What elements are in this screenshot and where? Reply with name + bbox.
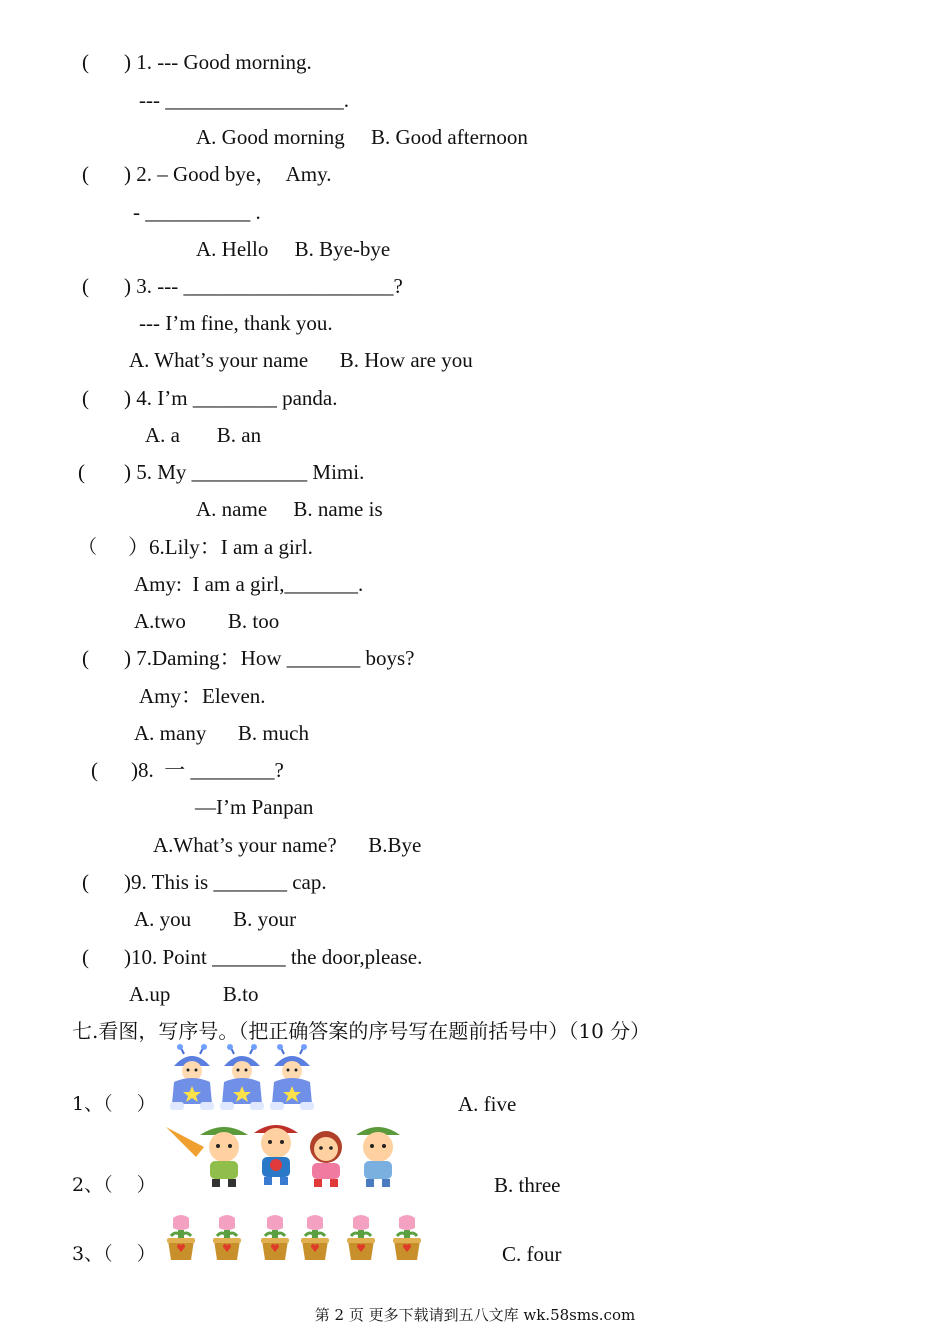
q7-stem: ) 7.Daming：How _______ boys? xyxy=(124,646,415,670)
q3-paren: ( xyxy=(82,274,89,298)
q1-reply: --- _________________. xyxy=(139,88,349,112)
q4-options: A. a B. an xyxy=(145,423,262,447)
q6-stem: ）6.Lily：I am a girl. xyxy=(128,535,313,559)
q8-paren: ( xyxy=(91,758,98,782)
row2-label: 2、（ ） xyxy=(72,1174,156,1196)
q9-options: A. you B. your xyxy=(134,907,297,931)
q1-options: A. Good morning B. Good afternoon xyxy=(196,125,528,149)
q5-stem: ) 5. My ___________ Mimi. xyxy=(124,460,365,484)
section7-heading: 七.看图，写序号。（把正确答案的序号写在题前括号中）（10 分） xyxy=(72,1019,651,1043)
q7-paren: ( xyxy=(82,646,89,670)
q9-paren: ( xyxy=(82,870,89,894)
q2-reply: - __________ . xyxy=(133,200,261,224)
row3-label: 3、（ ） xyxy=(72,1243,156,1265)
q7-reply: Amy：Eleven. xyxy=(139,684,266,708)
q4-stem: ) 4. I’m ________ panda. xyxy=(124,386,338,410)
q9-stem: )9. This is _______ cap. xyxy=(124,870,327,894)
six-flower-pots-icon xyxy=(164,1214,426,1262)
q4-paren: ( xyxy=(82,386,89,410)
q2-stem: ) 2. – Good bye， Amy. xyxy=(124,162,332,186)
row1-label: 1、（ ） xyxy=(72,1093,156,1115)
q3-stem: ) 3. --- ____________________? xyxy=(124,274,403,298)
q10-stem: )10. Point _______ the door,please. xyxy=(124,945,423,969)
three-doll-children-icon xyxy=(166,1044,320,1114)
q2-paren: ( xyxy=(82,162,89,186)
q8-options: A.What’s your name? B.Bye xyxy=(153,833,422,857)
row2-answer: B. three xyxy=(494,1173,561,1197)
page-footer: 第 2 页 更多下载请到五八文库 wk.58sms.com xyxy=(314,1306,636,1324)
q5-paren: ( xyxy=(78,460,85,484)
row1-answer: A. five xyxy=(458,1092,517,1116)
q3-options: A. What’s your name B. How are you xyxy=(129,348,473,372)
q7-options: A. many B. much xyxy=(134,721,309,745)
q1-paren: ( xyxy=(82,50,89,74)
row3-answer: C. four xyxy=(502,1242,562,1266)
four-cartoon-children-icon xyxy=(164,1117,404,1191)
q10-paren: ( xyxy=(82,945,89,969)
q6-paren: （ xyxy=(78,536,98,558)
q10-options: A.up B.to xyxy=(129,982,259,1006)
q1-stem: ) 1. --- Good morning. xyxy=(124,50,312,74)
q8-reply: —I’m Panpan xyxy=(195,795,314,819)
q2-options: A. Hello B. Bye-bye xyxy=(196,237,391,261)
q8-stem: )8. 一 ________? xyxy=(131,758,284,782)
q6-reply: Amy: I am a girl,_______. xyxy=(134,572,364,596)
q6-options: A.two B. too xyxy=(134,609,280,633)
q5-options: A. name B. name is xyxy=(196,497,383,521)
q3-reply: --- I’m fine, thank you. xyxy=(139,311,333,335)
